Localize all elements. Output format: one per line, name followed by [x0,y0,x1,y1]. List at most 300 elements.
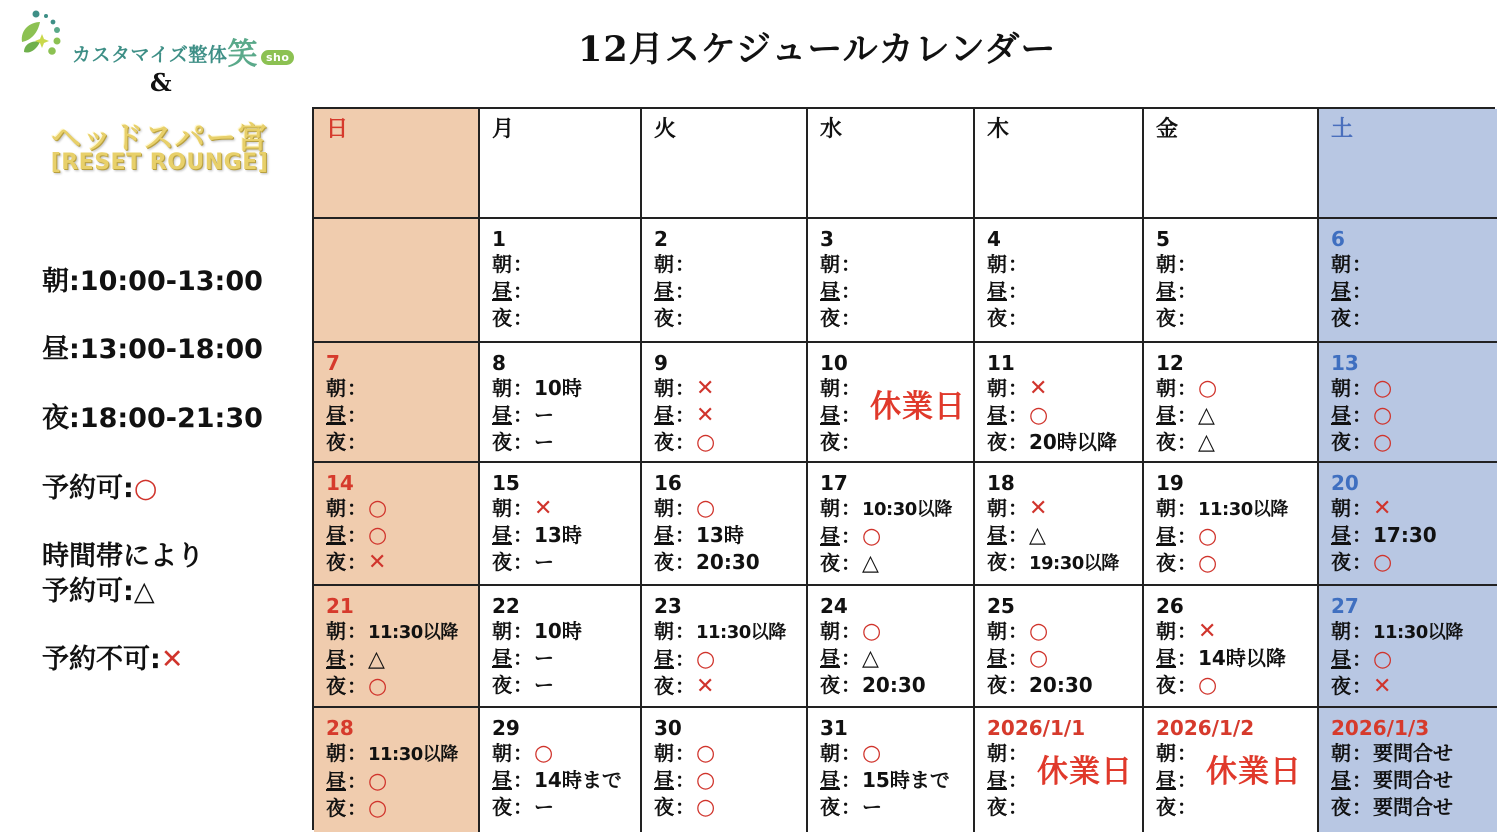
slot-label: 昼 [987,523,1007,547]
slot-colon: ： [1177,741,1197,765]
slot-colon: ： [1352,430,1372,454]
slot-value: ー [534,646,554,670]
slot-colon: ： [675,550,695,574]
slot-label: 昼 [820,768,840,792]
slot-value: 20:30 [696,550,760,574]
triangle-icon: △ [368,647,385,672]
slot-colon: ： [1177,430,1197,454]
slot-label: 朝 [820,619,840,643]
calendar-day-cell [1319,343,1497,463]
slot-colon: ： [675,523,695,547]
slot-colon: ： [841,496,861,520]
slot-label: 昼 [820,524,840,548]
circle-icon: ○ [862,524,882,549]
slot-morning [492,618,640,645]
logo-badge: sho [261,50,294,65]
calendar-day-cell [480,463,642,586]
slot-colon: ： [347,619,367,643]
calendar-day-cell [808,586,975,708]
triangle-icon: △ [1029,523,1046,548]
slot-colon: ： [1008,496,1028,520]
slot-value: 20:30 [862,673,926,697]
slot-night [326,795,478,822]
slot-morning [326,495,478,522]
slot-colon: ： [675,496,695,520]
slot-label: 朝 [326,496,346,520]
calendar-day-cell [975,219,1144,343]
day-number: 11 [987,351,1015,375]
slot-morning [1331,618,1497,646]
weekday-label: 月 [492,117,515,142]
slot-noon [987,402,1142,429]
slot-night [1331,305,1497,332]
slot-label: 朝 [820,376,840,400]
legend-night: 夜:18:00-21:30 [42,403,263,434]
weekday-header-thursday [975,109,1144,219]
slot-label: 朝 [1156,376,1176,400]
slot-noon [987,522,1142,549]
circle-icon: ○ [1198,673,1218,698]
slot-colon: ： [841,619,861,643]
circle-icon: ○ [862,619,882,644]
cross-icon: ✕ [696,403,715,428]
slot-colon: ： [675,403,695,427]
slot-colon: ： [675,279,695,303]
slot-label: 朝 [492,619,512,643]
slot-label: 朝 [987,496,1007,520]
slot-colon: ： [1352,741,1372,765]
slot-noon [654,522,806,549]
calendar-day-cell [480,343,642,463]
slot-label: 夜 [987,430,1007,454]
slot-label: 夜 [326,674,346,698]
circle-icon: ○ [1029,619,1049,644]
slot-noon [987,278,1142,305]
slot-colon: ： [1177,551,1197,575]
slot-value: 17:30 [1373,523,1437,547]
slot-value: 20:30 [1029,673,1093,697]
slot-colon: ： [841,376,861,400]
slot-colon: ： [1008,741,1028,765]
slot-noon [1156,278,1317,305]
slot-label: 朝 [1331,741,1351,765]
slot-colon: ： [1008,619,1028,643]
slot-label: 昼 [492,646,512,670]
slot-colon: ： [675,252,695,276]
slot-morning [326,740,478,768]
calendar-day-cell [642,343,808,463]
calendar-day-cell [975,708,1144,832]
slot-label: 朝 [1331,376,1351,400]
circle-icon: ○ [696,768,716,793]
slot-colon: ： [1008,376,1028,400]
slot-label: 昼 [1156,403,1176,427]
slot-label: 夜 [326,796,346,820]
slot-night [987,305,1142,332]
slot-colon: ： [675,795,695,819]
day-number: 10 [820,351,848,375]
slot-label: 昼 [492,768,512,792]
legend-unavailable [42,646,183,673]
day-number: 2 [654,227,668,251]
slot-label: 朝 [654,619,674,643]
slot-label: 昼 [820,279,840,303]
calendar-day-cell [1319,463,1497,586]
circle-icon: ○ [1029,646,1049,671]
slot-noon [1331,767,1497,794]
weekday-header-wednesday [808,109,975,219]
slot-colon: ： [1008,430,1028,454]
slot-morning [987,375,1142,402]
calendar-day-cell [1144,219,1319,343]
legend-noon: 昼:13:00-18:00 [42,334,263,365]
slot-value: 10時 [534,619,582,643]
day-number: 15 [492,471,520,495]
slot-morning [1331,740,1497,767]
slot-colon: ： [513,673,533,697]
slot-label: 朝 [492,496,512,520]
closed-day-label: 休業日 [870,389,966,425]
legend-available [42,475,157,502]
day-number: 5 [1156,227,1170,251]
slot-night [987,672,1142,699]
slot-morning [1331,251,1497,278]
slot-colon: ： [841,768,861,792]
slot-morning [492,375,640,402]
slot-label: 昼 [987,279,1007,303]
slot-label: 夜 [492,430,512,454]
calendar-day-cell [808,463,975,586]
slot-morning [654,495,806,522]
slot-colon: ： [1352,306,1372,330]
cross-icon: ✕ [160,644,184,675]
slot-night [654,673,806,700]
slot-colon: ： [1352,376,1372,400]
slot-label: 朝 [1156,252,1176,276]
slot-colon: ： [513,403,533,427]
slot-colon: ： [841,741,861,765]
circle-icon: ○ [696,647,716,672]
calendar-day-cell [808,343,975,463]
calendar-day-cell [642,708,808,832]
slot-morning [987,251,1142,278]
slot-value: 11:30以降 [368,622,458,643]
slot-value: ー [534,795,554,819]
slot-colon: ： [1008,795,1028,819]
slot-night [326,673,478,700]
calendar-day-cell [1319,219,1497,343]
slot-value: 11:30以降 [1198,499,1288,520]
slot-label: 昼 [1156,646,1176,670]
slot-label: 夜 [820,306,840,330]
slot-value: 要問合せ [1373,795,1453,819]
calendar-day-cell [1144,343,1319,463]
slot-label: 夜 [1331,795,1351,819]
slot-label: 昼 [1331,403,1351,427]
calendar-day-cell [314,586,480,708]
slot-colon: ： [1177,768,1197,792]
slot-label: 昼 [1331,647,1351,671]
slot-colon: ： [513,741,533,765]
legend-partial-line2: 予約可: [42,576,134,607]
slot-noon [326,646,478,673]
slot-noon [1331,278,1497,305]
ampersand: & [150,68,172,97]
slot-colon: ： [841,279,861,303]
slot-label: 夜 [820,551,840,575]
slot-label: 昼 [820,646,840,670]
slot-night [1331,429,1497,456]
slot-label: 朝 [1331,496,1351,520]
slot-noon [1331,402,1497,429]
slot-colon: ： [513,646,533,670]
circle-icon: ○ [368,496,388,521]
slot-label: 昼 [654,768,674,792]
slot-label: 昼 [987,768,1007,792]
slot-label: 朝 [326,376,346,400]
slot-colon: ： [1177,619,1197,643]
slot-label: 昼 [654,403,674,427]
slot-label: 昼 [326,523,346,547]
slot-colon: ： [841,551,861,575]
slot-value: 14時以降 [1198,646,1286,670]
slot-value: ー [534,673,554,697]
circle-icon: ○ [368,523,388,548]
slot-label: 朝 [820,252,840,276]
weekday-header-friday [1144,109,1319,219]
slot-value: 13時 [696,523,744,547]
cross-icon: ✕ [696,674,715,699]
circle-icon: ○ [696,741,716,766]
slot-label: 夜 [654,550,674,574]
cross-icon: ✕ [696,376,715,401]
slot-night [492,672,640,699]
slot-label: 朝 [1331,252,1351,276]
slot-label: 朝 [1156,741,1176,765]
slot-colon: ： [347,550,367,574]
day-number: 29 [492,716,520,740]
day-number: 24 [820,594,848,618]
day-number: 8 [492,351,506,375]
slot-value: 11:30以降 [696,622,786,643]
slot-value: 13時 [534,523,582,547]
slot-label: 朝 [987,252,1007,276]
slot-morning [1156,495,1317,523]
slot-label: 夜 [654,795,674,819]
slot-label: 朝 [654,496,674,520]
day-number: 9 [654,351,668,375]
day-number: 1 [492,227,506,251]
slot-noon [654,402,806,429]
slot-colon: ： [1008,768,1028,792]
calendar-day-cell [975,586,1144,708]
slot-colon: ： [841,646,861,670]
slot-label: 夜 [820,430,840,454]
slot-value: 要問合せ [1373,768,1453,792]
slot-colon: ： [1352,252,1372,276]
slot-night [1156,794,1317,821]
circle-icon: ○ [368,796,388,821]
day-number: 17 [820,471,848,495]
slot-morning [1156,251,1317,278]
slot-colon: ： [841,403,861,427]
slot-noon [654,646,806,673]
slot-night [1331,794,1497,821]
slot-label: 朝 [326,619,346,643]
weekday-header-saturday [1319,109,1497,219]
slot-colon: ： [1352,768,1372,792]
slot-label: 夜 [326,550,346,574]
calendar-day-cell [808,219,975,343]
slot-label: 昼 [654,523,674,547]
day-number: 13 [1331,351,1359,375]
slot-label: 朝 [654,376,674,400]
day-number: 2026/1/2 [1156,716,1255,740]
slot-noon [492,278,640,305]
slot-colon: ： [513,619,533,643]
day-number: 12 [1156,351,1184,375]
slot-colon: ： [513,523,533,547]
slot-colon: ： [513,430,533,454]
slot-colon: ： [1352,523,1372,547]
slot-colon: ： [1177,646,1197,670]
day-number: 3 [820,227,834,251]
slot-colon: ： [347,376,367,400]
slot-colon: ： [1352,279,1372,303]
slot-noon [987,645,1142,672]
cross-icon: ✕ [1373,496,1392,521]
logo-wordmark [72,26,294,70]
cross-icon: ✕ [1029,496,1048,521]
slot-colon: ： [1177,279,1197,303]
slot-night [987,549,1142,577]
cross-icon: ✕ [534,496,553,521]
weekday-label: 金 [1156,117,1179,142]
slot-night [1331,549,1497,576]
legend-partial-line1: 時間帯により [42,541,204,572]
slot-colon: ： [513,496,533,520]
slot-colon: ： [1177,795,1197,819]
day-number: 26 [1156,594,1184,618]
slot-label: 夜 [1331,550,1351,574]
slot-label: 昼 [492,523,512,547]
closed-day-label: 休業日 [1037,754,1133,790]
triangle-icon: △ [862,646,879,671]
slot-morning [654,618,806,646]
day-number: 7 [326,351,340,375]
slot-noon [492,522,640,549]
slot-colon: ： [675,376,695,400]
calendar-day-cell [314,463,480,586]
slot-morning [492,740,640,767]
circle-icon: ○ [1198,524,1218,549]
slot-morning [820,618,973,645]
slot-colon: ： [347,403,367,427]
slot-night [1156,672,1317,699]
salon-logo [4,6,324,72]
slot-value: ー [534,550,554,574]
slot-colon: ： [347,769,367,793]
slot-morning [492,495,640,522]
slot-night [987,794,1142,821]
slot-colon: ： [841,430,861,454]
calendar-day-cell [975,343,1144,463]
calendar-day-cell [314,708,480,832]
slot-colon: ： [675,647,695,671]
slot-value: ー [862,795,882,819]
slot-night [820,794,973,821]
calendar-day-cell [642,586,808,708]
slot-label: 昼 [654,279,674,303]
slot-night [1156,550,1317,577]
slot-value: ー [534,403,554,427]
slot-colon: ： [1008,523,1028,547]
slot-colon: ： [1352,795,1372,819]
slot-label: 夜 [820,795,840,819]
slot-label: 昼 [987,403,1007,427]
slot-noon [326,522,478,549]
slot-morning [326,375,478,402]
slot-label: 夜 [1156,430,1176,454]
calendar-day-cell [480,219,642,343]
slot-label: 朝 [654,741,674,765]
weekday-label: 火 [654,117,677,142]
slot-value: 11:30以降 [1373,622,1463,643]
weekday-label: 水 [820,117,843,142]
closed-day-label: 休業日 [1206,754,1302,790]
day-number: 2026/1/1 [987,716,1086,740]
cross-icon: ✕ [368,550,387,575]
slot-label: 夜 [1331,306,1351,330]
slot-night [326,549,478,576]
slot-label: 朝 [987,619,1007,643]
slot-label: 朝 [1156,496,1176,520]
logo-big-char: 笑 [227,37,258,72]
slot-night [820,672,973,699]
slot-colon: ： [347,796,367,820]
slot-night [654,305,806,332]
slot-colon: ： [1352,403,1372,427]
slot-night [1156,429,1317,456]
slot-colon: ： [841,306,861,330]
slot-colon: ： [1352,619,1372,643]
slot-night [820,550,973,577]
slot-label: 夜 [492,673,512,697]
slot-colon: ： [675,619,695,643]
slot-label: 朝 [987,376,1007,400]
slot-colon: ： [675,741,695,765]
slot-morning [820,740,973,767]
slot-morning [1331,495,1497,522]
slot-label: 夜 [987,673,1007,697]
triangle-icon: △ [862,551,879,576]
slot-label: 夜 [492,306,512,330]
slot-noon [1156,523,1317,550]
slot-label: 昼 [326,647,346,671]
slot-noon [326,402,478,429]
slot-night [1156,305,1317,332]
day-number: 18 [987,471,1015,495]
slot-colon: ： [1008,550,1028,574]
day-number: 2026/1/3 [1331,716,1430,740]
weekday-header-sunday [314,109,480,219]
slot-colon: ： [513,252,533,276]
triangle-icon: △ [1198,430,1215,455]
slot-colon: ： [347,523,367,547]
slot-noon [654,278,806,305]
slot-morning [1156,618,1317,645]
day-number: 30 [654,716,682,740]
